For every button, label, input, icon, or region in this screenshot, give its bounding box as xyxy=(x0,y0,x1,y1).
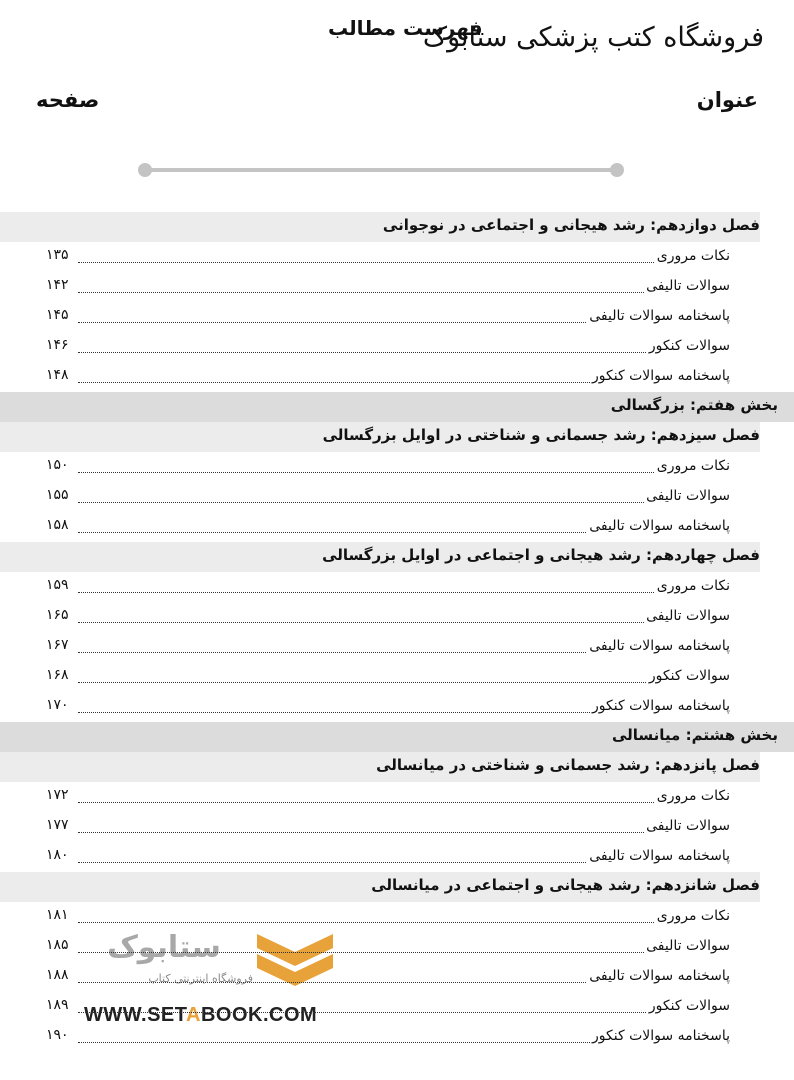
dot-leader xyxy=(78,922,730,923)
toc-page-number: ۱۳۵ xyxy=(46,247,69,263)
chapter-heading-row xyxy=(0,872,760,902)
toc-entry xyxy=(0,452,794,482)
toc-entry-label: سوالات کنکور xyxy=(648,998,730,1014)
toc-entry-label: سوالات تالیفی xyxy=(646,938,730,954)
dot-leader xyxy=(78,622,730,623)
dot-leader xyxy=(78,802,730,803)
toc-entry-label: نکات مروری xyxy=(656,458,730,474)
toc-entry xyxy=(0,362,794,392)
toc-entry-label: سوالات تالیفی xyxy=(646,818,730,834)
toc-entry xyxy=(0,662,794,692)
toc-entry-label: سوالات کنکور xyxy=(648,338,730,354)
toc-page-number: ۱۸۵ xyxy=(46,937,69,953)
toc-page-number: ۱۴۸ xyxy=(46,367,69,383)
toc-entry xyxy=(0,482,794,512)
chapter-title: فصل دوازدهم: رشد هیجانی و اجتماعی در نوجوانی xyxy=(382,216,760,234)
dot-leader xyxy=(78,592,730,593)
toc-entry xyxy=(0,692,794,722)
toc-page-number: ۱۷۷ xyxy=(46,817,69,833)
toc-entry xyxy=(0,242,794,272)
toc-entry-label: نکات مروری xyxy=(656,908,730,924)
toc-entry xyxy=(0,902,794,932)
dot-leader xyxy=(78,682,730,683)
toc-page-number: ۱۶۵ xyxy=(46,607,69,623)
toc-entry xyxy=(0,812,794,842)
dot-leader xyxy=(78,472,730,473)
dot-leader xyxy=(78,1012,730,1013)
toc-entry-label: پاسخنامه سوالات کنکور xyxy=(592,1028,730,1044)
toc-page-number: ۱۶۸ xyxy=(46,667,69,683)
setabook-logo-icon xyxy=(255,930,335,986)
url-prefix: WWW.SET xyxy=(84,1004,186,1026)
toc-page-number: ۱۸۰ xyxy=(46,847,69,863)
toc-entry-label: پاسخنامه سوالات کنکور xyxy=(592,698,730,714)
toc-page-number: ۱۵۹ xyxy=(46,577,69,593)
store-title: فروشگاه کتب پزشکی ستابوک xyxy=(422,22,764,53)
dot-leader xyxy=(78,262,730,263)
part-heading-row xyxy=(0,722,794,752)
column-title-heading: عنوان xyxy=(696,88,758,112)
toc-entry xyxy=(0,842,794,872)
toc-entry-label: سوالات تالیفی xyxy=(646,278,730,294)
dot-leader xyxy=(78,352,730,353)
toc-page-number: ۱۴۶ xyxy=(46,337,69,353)
toc-page-number: ۱۸۹ xyxy=(46,997,69,1013)
toc-page-number: ۱۷۰ xyxy=(46,697,69,713)
divider-right-dot xyxy=(610,163,624,177)
chapter-heading-row xyxy=(0,542,760,572)
toc-entry-label: پاسخنامه سوالات تالیفی xyxy=(589,308,730,324)
toc-entry-label: پاسخنامه سوالات تالیفی xyxy=(589,848,730,864)
part-title: بخش هفتم: بزرگسالی xyxy=(610,396,778,414)
chapter-heading-row xyxy=(0,422,760,452)
dot-leader xyxy=(78,292,730,293)
toc-page-number: ۱۴۲ xyxy=(46,277,69,293)
toc-entry-label: پاسخنامه سوالات تالیفی xyxy=(589,968,730,984)
toc-page-number: ۱۸۸ xyxy=(46,967,69,983)
part-title: بخش هشتم: میانسالی xyxy=(611,726,778,744)
chapter-heading-row xyxy=(0,752,760,782)
toc-entry xyxy=(0,512,794,542)
toc-entry xyxy=(0,962,794,992)
toc-entry-label: نکات مروری xyxy=(656,788,730,804)
toc-entry xyxy=(0,332,794,362)
toc-entry-label: سوالات تالیفی xyxy=(646,608,730,624)
watermark-url xyxy=(84,1004,317,1027)
dot-leader xyxy=(78,502,730,503)
toc-page-number: ۱۶۷ xyxy=(46,637,69,653)
toc-page-number: ۱۴۵ xyxy=(46,307,69,323)
toc-page-number: ۱۹۰ xyxy=(46,1027,69,1043)
dot-leader xyxy=(78,952,730,953)
toc-entry-label: سوالات تالیفی xyxy=(646,488,730,504)
part-heading-row xyxy=(0,392,794,422)
toc-title: فهرست مطالب xyxy=(328,16,483,40)
toc-page-number: ۱۸۱ xyxy=(46,907,69,923)
divider-left-dot xyxy=(138,163,152,177)
toc-entry xyxy=(0,602,794,632)
toc-entry xyxy=(0,302,794,332)
chapter-heading-row xyxy=(0,212,760,242)
dot-leader xyxy=(78,832,730,833)
toc-entry xyxy=(0,272,794,302)
watermark-subtitle: فروشگاه اینترنتی کتاب xyxy=(148,972,253,985)
chapter-title: فصل شانزدهم: رشد هیجانی و اجتماعی در میانسالی xyxy=(371,876,760,894)
toc-page-number: ۱۵۵ xyxy=(46,487,69,503)
chapter-title: فصل پانزدهم: رشد جسمانی و شناختی در میانسالی xyxy=(376,756,760,774)
chapter-title: فصل سیزدهم: رشد جسمانی و شناختی در اوایل بزرگسالی xyxy=(322,426,760,444)
url-accent: A xyxy=(186,1004,201,1026)
toc-entry-label: نکات مروری xyxy=(656,578,730,594)
table-of-contents xyxy=(0,212,794,1052)
toc-page-number: ۱۵۰ xyxy=(46,457,69,473)
column-page-heading: صفحه xyxy=(36,88,100,112)
toc-entry-label: پاسخنامه سوالات تالیفی xyxy=(589,518,730,534)
chapter-title: فصل چهاردهم: رشد هیجانی و اجتماعی در اوایل بزرگسالی xyxy=(322,546,760,564)
url-suffix: BOOK.COM xyxy=(200,1004,318,1026)
toc-entry-label: پاسخنامه سوالات تالیفی xyxy=(589,638,730,654)
decorative-divider xyxy=(145,168,617,172)
toc-page-number: ۱۷۲ xyxy=(46,787,69,803)
toc-entry xyxy=(0,632,794,662)
toc-entry-label: نکات مروری xyxy=(656,248,730,264)
toc-page-number: ۱۵۸ xyxy=(46,517,69,533)
toc-entry-label: سوالات کنکور xyxy=(648,668,730,684)
toc-entry-label: پاسخنامه سوالات کنکور xyxy=(592,368,730,384)
toc-entry xyxy=(0,782,794,812)
watermark-brand: ستابوک xyxy=(107,930,221,965)
toc-entry xyxy=(0,572,794,602)
